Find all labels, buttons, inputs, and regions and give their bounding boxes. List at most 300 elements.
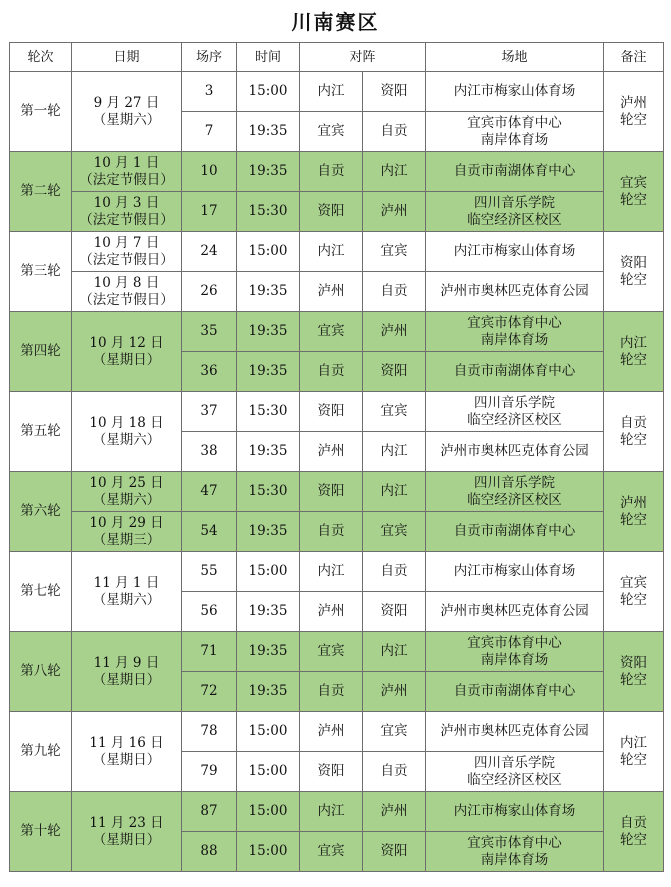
venue-cell-line: 四川音乐学院	[474, 194, 556, 211]
note-cell-line: 泸州	[620, 94, 648, 111]
time-cell	[237, 712, 300, 752]
home-team-cell	[300, 152, 363, 192]
time-cell	[237, 512, 300, 552]
table-row	[10, 192, 664, 232]
venue-cell-line: 宜宾市体育中心	[467, 834, 562, 851]
round-cell-line: 第九轮	[20, 743, 61, 759]
header-time: 时间	[237, 43, 300, 72]
home-team-cell-line: 自贡	[317, 683, 345, 699]
date-cell-line: 10 月 7 日	[93, 234, 160, 251]
venue-cell-line: 泸州市奥林匹克体育公园	[440, 443, 589, 459]
away-team-cell-line: 自贡	[380, 563, 408, 579]
home-team-cell-line: 泸州	[317, 443, 345, 459]
table-row	[10, 72, 664, 112]
round-cell	[10, 152, 72, 232]
time-cell	[237, 832, 300, 872]
home-team-cell	[300, 352, 363, 392]
away-team-cell	[363, 712, 426, 752]
home-team-cell-line: 宜宾	[317, 843, 345, 859]
table-row	[10, 552, 664, 592]
venue-cell-line: 宜宾市体育中心	[467, 634, 562, 651]
away-team-cell	[363, 472, 426, 512]
away-team-cell-line: 内江	[380, 443, 408, 459]
match-no-cell-line: 54	[200, 523, 218, 539]
venue-cell-line: 泸州市奥林匹克体育公园	[440, 603, 589, 619]
away-team-cell	[363, 112, 426, 152]
header-date: 日期	[72, 43, 182, 72]
match-no-cell	[182, 312, 237, 352]
venue-cell	[426, 632, 604, 672]
time-cell	[237, 672, 300, 712]
round-cell-line: 第二轮	[20, 183, 61, 199]
away-team-cell	[363, 272, 426, 312]
header-note: 备注	[604, 43, 664, 72]
venue-cell-line: 内江市梅家山体育场	[453, 83, 576, 99]
round-cell	[10, 392, 72, 472]
away-team-cell-line: 资阳	[380, 603, 408, 619]
venue-cell-line: 泸州市奥林匹克体育公园	[440, 283, 589, 299]
match-no-cell	[182, 752, 237, 792]
home-team-cell	[300, 632, 363, 672]
match-no-cell-line: 24	[200, 243, 218, 259]
round-cell	[10, 632, 72, 712]
note-cell-line: 轮空	[620, 191, 648, 208]
home-team-cell	[300, 592, 363, 632]
venue-cell-line: 南岸体育场	[480, 651, 549, 668]
venue-cell-line: 南岸体育场	[480, 851, 549, 868]
date-cell-line: （星期六）	[92, 431, 161, 448]
home-team-cell	[300, 432, 363, 472]
round-cell-line: 第一轮	[20, 103, 61, 119]
time-cell	[237, 752, 300, 792]
time-cell-line: 15:00	[248, 843, 288, 859]
home-team-cell	[300, 112, 363, 152]
away-team-cell	[363, 752, 426, 792]
match-no-cell	[182, 72, 237, 112]
away-team-cell	[363, 512, 426, 552]
away-team-cell	[363, 432, 426, 472]
note-cell-line: 轮空	[620, 671, 648, 688]
match-no-cell-line: 79	[200, 763, 218, 779]
time-cell-line: 15:00	[248, 763, 288, 779]
home-team-cell	[300, 392, 363, 432]
venue-cell	[426, 112, 604, 152]
round-cell	[10, 312, 72, 392]
date-cell-line: 10 月 8 日	[93, 274, 160, 291]
venue-cell	[426, 832, 604, 872]
venue-cell-line: 南岸体育场	[480, 331, 549, 348]
match-no-cell	[182, 832, 237, 872]
date-cell-line: 10 月 3 日	[93, 194, 160, 211]
time-cell-line: 19:35	[248, 163, 288, 179]
match-no-cell-line: 78	[200, 723, 218, 739]
away-team-cell	[363, 552, 426, 592]
match-no-cell	[182, 112, 237, 152]
page-title: 川南赛区	[291, 10, 380, 34]
date-cell-line: （星期日）	[92, 351, 161, 368]
home-team-cell-line: 自贡	[317, 363, 345, 379]
away-team-cell	[363, 792, 426, 832]
header-round: 轮次	[10, 43, 72, 72]
away-team-cell	[363, 352, 426, 392]
note-cell-line: 轮空	[620, 511, 648, 528]
time-cell	[237, 472, 300, 512]
match-no-cell-line: 71	[200, 643, 218, 659]
date-cell-line: 10 月 18 日	[89, 414, 164, 431]
venue-cell-line: 内江市梅家山体育场	[453, 563, 576, 579]
venue-cell-line: 临空经济区校区	[467, 411, 562, 428]
away-team-cell	[363, 72, 426, 112]
venue-cell-line: 临空经济区校区	[467, 491, 562, 508]
venue-cell	[426, 752, 604, 792]
away-team-cell-line: 资阳	[380, 843, 408, 859]
date-cell-line: （法定节假日）	[79, 211, 174, 228]
match-no-cell	[182, 592, 237, 632]
note-cell	[604, 712, 664, 792]
home-team-cell	[300, 832, 363, 872]
date-cell	[72, 312, 182, 392]
date-cell	[72, 512, 182, 552]
note-cell-line: 轮空	[620, 591, 648, 608]
time-cell-line: 15:00	[248, 83, 288, 99]
time-cell-line: 19:35	[248, 643, 288, 659]
time-cell	[237, 192, 300, 232]
time-cell	[237, 272, 300, 312]
schedule-body	[10, 72, 664, 872]
match-no-cell-line: 37	[200, 403, 218, 419]
time-cell	[237, 72, 300, 112]
time-cell-line: 19:35	[248, 363, 288, 379]
home-team-cell-line: 宜宾	[317, 323, 345, 339]
date-cell-line: 10 月 1 日	[93, 154, 160, 171]
match-no-cell-line: 10	[200, 163, 218, 179]
match-no-cell-line: 17	[200, 203, 218, 219]
time-cell-line: 19:35	[248, 283, 288, 299]
venue-cell-line: 南岸体育场	[480, 131, 549, 148]
home-team-cell-line: 内江	[317, 563, 345, 579]
note-cell-line: 自贡	[620, 814, 648, 831]
date-cell-line: 10 月 12 日	[89, 334, 164, 351]
round-cell-line: 第八轮	[20, 663, 61, 679]
venue-cell	[426, 672, 604, 712]
date-cell-line: （星期日）	[92, 831, 161, 848]
schedule-table	[9, 42, 664, 872]
round-cell	[10, 232, 72, 312]
venue-cell-line: 宜宾市体育中心	[467, 314, 562, 331]
home-team-cell-line: 资阳	[317, 403, 345, 419]
time-cell	[237, 552, 300, 592]
note-cell-line: 内江	[620, 334, 648, 351]
venue-cell	[426, 432, 604, 472]
note-cell	[604, 792, 664, 872]
match-no-cell-line: 55	[200, 563, 218, 579]
table-row	[10, 712, 664, 752]
table-row	[10, 472, 664, 512]
header-match-no: 场序	[182, 43, 237, 72]
time-cell-line: 15:30	[248, 483, 288, 499]
header-row	[10, 43, 664, 72]
date-cell-line: （星期三）	[92, 531, 161, 548]
venue-cell-line: 自贡市南湖体育中心	[453, 163, 576, 179]
venue-cell	[426, 552, 604, 592]
home-team-cell	[300, 272, 363, 312]
home-team-cell-line: 泸州	[317, 603, 345, 619]
note-cell-line: 轮空	[620, 431, 648, 448]
time-cell	[237, 792, 300, 832]
note-cell-line: 泸州	[620, 494, 648, 511]
date-cell	[72, 392, 182, 472]
match-no-cell	[182, 472, 237, 512]
table-row	[10, 632, 664, 672]
home-team-cell	[300, 232, 363, 272]
home-team-cell	[300, 712, 363, 752]
match-no-cell	[182, 512, 237, 552]
date-cell-line: 11 月 16 日	[89, 734, 164, 751]
date-cell-line: 11 月 1 日	[93, 574, 160, 591]
time-cell-line: 15:00	[248, 803, 288, 819]
date-cell	[72, 552, 182, 632]
round-cell	[10, 792, 72, 872]
date-cell-line: （星期日）	[92, 671, 161, 688]
away-team-cell	[363, 232, 426, 272]
home-team-cell-line: 自贡	[317, 163, 345, 179]
time-cell	[237, 432, 300, 472]
match-no-cell-line: 56	[200, 603, 218, 619]
venue-cell	[426, 272, 604, 312]
date-cell-line: 11 月 9 日	[93, 654, 160, 671]
time-cell-line: 15:30	[248, 403, 288, 419]
home-team-cell-line: 宜宾	[317, 123, 345, 139]
venue-cell-line: 四川音乐学院	[474, 394, 556, 411]
home-team-cell	[300, 472, 363, 512]
match-no-cell-line: 87	[200, 803, 218, 819]
time-cell-line: 19:35	[248, 443, 288, 459]
date-cell	[72, 192, 182, 232]
home-team-cell	[300, 312, 363, 352]
away-team-cell-line: 资阳	[380, 363, 408, 379]
venue-cell	[426, 392, 604, 432]
match-no-cell	[182, 352, 237, 392]
match-no-cell	[182, 152, 237, 192]
home-team-cell	[300, 512, 363, 552]
venue-cell	[426, 232, 604, 272]
match-no-cell	[182, 272, 237, 312]
time-cell-line: 15:00	[248, 723, 288, 739]
venue-cell	[426, 352, 604, 392]
match-no-cell	[182, 432, 237, 472]
note-cell-line: 资阳	[620, 254, 648, 271]
note-cell	[604, 312, 664, 392]
away-team-cell-line: 宜宾	[380, 723, 408, 739]
venue-cell	[426, 512, 604, 552]
note-cell	[604, 72, 664, 152]
match-no-cell-line: 3	[204, 83, 214, 99]
venue-cell	[426, 192, 604, 232]
note-cell-line: 宜宾	[620, 174, 648, 191]
note-cell	[604, 152, 664, 232]
date-cell	[72, 632, 182, 712]
away-team-cell-line: 泸州	[380, 683, 408, 699]
table-row	[10, 152, 664, 192]
away-team-cell-line: 泸州	[380, 803, 408, 819]
venue-cell-line: 临空经济区校区	[467, 771, 562, 788]
time-cell	[237, 152, 300, 192]
match-no-cell-line: 35	[200, 323, 218, 339]
round-cell-line: 第五轮	[20, 423, 61, 439]
time-cell	[237, 112, 300, 152]
match-no-cell	[182, 712, 237, 752]
table-row	[10, 272, 664, 312]
away-team-cell-line: 泸州	[380, 323, 408, 339]
venue-cell-line: 自贡市南湖体育中心	[453, 683, 576, 699]
note-cell	[604, 632, 664, 712]
home-team-cell	[300, 192, 363, 232]
venue-cell-line: 四川音乐学院	[474, 474, 556, 491]
home-team-cell-line: 内江	[317, 243, 345, 259]
venue-cell	[426, 592, 604, 632]
match-no-cell	[182, 792, 237, 832]
match-no-cell	[182, 632, 237, 672]
away-team-cell-line: 宜宾	[380, 403, 408, 419]
away-team-cell	[363, 392, 426, 432]
round-cell-line: 第六轮	[20, 503, 61, 519]
note-cell-line: 内江	[620, 734, 648, 751]
match-no-cell-line: 36	[200, 363, 218, 379]
header-matchup: 对阵	[300, 43, 426, 72]
away-team-cell-line: 泸州	[380, 203, 408, 219]
match-no-cell-line: 7	[204, 123, 214, 139]
header-venue: 场地	[426, 43, 604, 72]
match-no-cell	[182, 552, 237, 592]
home-team-cell	[300, 672, 363, 712]
away-team-cell	[363, 632, 426, 672]
venue-cell-line: 自贡市南湖体育中心	[453, 363, 576, 379]
date-cell	[72, 712, 182, 792]
date-cell	[72, 272, 182, 312]
home-team-cell-line: 资阳	[317, 763, 345, 779]
home-team-cell-line: 泸州	[317, 283, 345, 299]
note-cell	[604, 232, 664, 312]
match-no-cell-line: 88	[200, 843, 218, 859]
note-cell-line: 轮空	[620, 351, 648, 368]
date-cell-line: （星期六）	[92, 491, 161, 508]
away-team-cell-line: 自贡	[380, 283, 408, 299]
round-cell-line: 第七轮	[20, 583, 61, 599]
time-cell-line: 19:35	[248, 523, 288, 539]
note-cell-line: 轮空	[620, 751, 648, 768]
date-cell-line: （星期六）	[92, 591, 161, 608]
away-team-cell	[363, 152, 426, 192]
venue-cell-line: 自贡市南湖体育中心	[453, 523, 576, 539]
home-team-cell-line: 泸州	[317, 723, 345, 739]
venue-cell-line: 泸州市奥林匹克体育公园	[440, 723, 589, 739]
date-cell	[72, 72, 182, 152]
home-team-cell-line: 内江	[317, 83, 345, 99]
match-no-cell-line: 72	[200, 683, 218, 699]
note-cell-line: 宜宾	[620, 574, 648, 591]
venue-cell	[426, 72, 604, 112]
date-cell-line: （法定节假日）	[79, 171, 174, 188]
away-team-cell	[363, 672, 426, 712]
time-cell-line: 15:00	[248, 243, 288, 259]
date-cell	[72, 232, 182, 272]
time-cell	[237, 632, 300, 672]
note-cell	[604, 552, 664, 632]
table-row	[10, 792, 664, 832]
date-cell-line: 9 月 27 日	[93, 94, 160, 111]
note-cell-line: 轮空	[620, 271, 648, 288]
date-cell-line: 10 月 29 日	[89, 514, 164, 531]
away-team-cell-line: 内江	[380, 643, 408, 659]
time-cell-line: 19:35	[248, 683, 288, 699]
match-no-cell	[182, 192, 237, 232]
note-cell-line: 资阳	[620, 654, 648, 671]
time-cell	[237, 392, 300, 432]
time-cell-line: 15:00	[248, 563, 288, 579]
venue-cell	[426, 152, 604, 192]
home-team-cell	[300, 752, 363, 792]
date-cell-line: （星期六）	[92, 111, 161, 128]
away-team-cell-line: 宜宾	[380, 523, 408, 539]
time-cell	[237, 232, 300, 272]
date-cell-line: 10 月 25 日	[89, 474, 164, 491]
venue-cell	[426, 312, 604, 352]
match-no-cell-line: 47	[200, 483, 218, 499]
time-cell-line: 19:35	[248, 603, 288, 619]
round-cell	[10, 72, 72, 152]
venue-cell	[426, 472, 604, 512]
date-cell	[72, 472, 182, 512]
note-cell	[604, 472, 664, 552]
date-cell-line: （星期日）	[92, 751, 161, 768]
home-team-cell-line: 自贡	[317, 523, 345, 539]
time-cell	[237, 312, 300, 352]
date-cell	[72, 792, 182, 872]
match-no-cell	[182, 672, 237, 712]
match-no-cell-line: 38	[200, 443, 218, 459]
time-cell-line: 15:30	[248, 203, 288, 219]
date-cell-line: 11 月 23 日	[89, 814, 164, 831]
round-cell-line: 第四轮	[20, 343, 61, 359]
round-cell-line: 第三轮	[20, 263, 61, 279]
away-team-cell-line: 自贡	[380, 123, 408, 139]
venue-cell-line: 临空经济区校区	[467, 211, 562, 228]
away-team-cell-line: 宜宾	[380, 243, 408, 259]
home-team-cell-line: 资阳	[317, 483, 345, 499]
venue-cell-line: 四川音乐学院	[474, 754, 556, 771]
table-row	[10, 312, 664, 352]
home-team-cell-line: 内江	[317, 803, 345, 819]
round-cell-line: 第十轮	[20, 823, 61, 839]
match-no-cell	[182, 232, 237, 272]
note-cell	[604, 392, 664, 472]
venue-cell	[426, 792, 604, 832]
away-team-cell-line: 内江	[380, 483, 408, 499]
table-row	[10, 392, 664, 432]
venue-cell-line: 宜宾市体育中心	[467, 114, 562, 131]
home-team-cell	[300, 792, 363, 832]
round-cell	[10, 712, 72, 792]
match-no-cell	[182, 392, 237, 432]
away-team-cell-line: 内江	[380, 163, 408, 179]
note-cell-line: 轮空	[620, 111, 648, 128]
home-team-cell	[300, 552, 363, 592]
table-row	[10, 512, 664, 552]
note-cell-line: 轮空	[620, 831, 648, 848]
venue-cell-line: 内江市梅家山体育场	[453, 243, 576, 259]
home-team-cell	[300, 72, 363, 112]
time-cell	[237, 592, 300, 632]
